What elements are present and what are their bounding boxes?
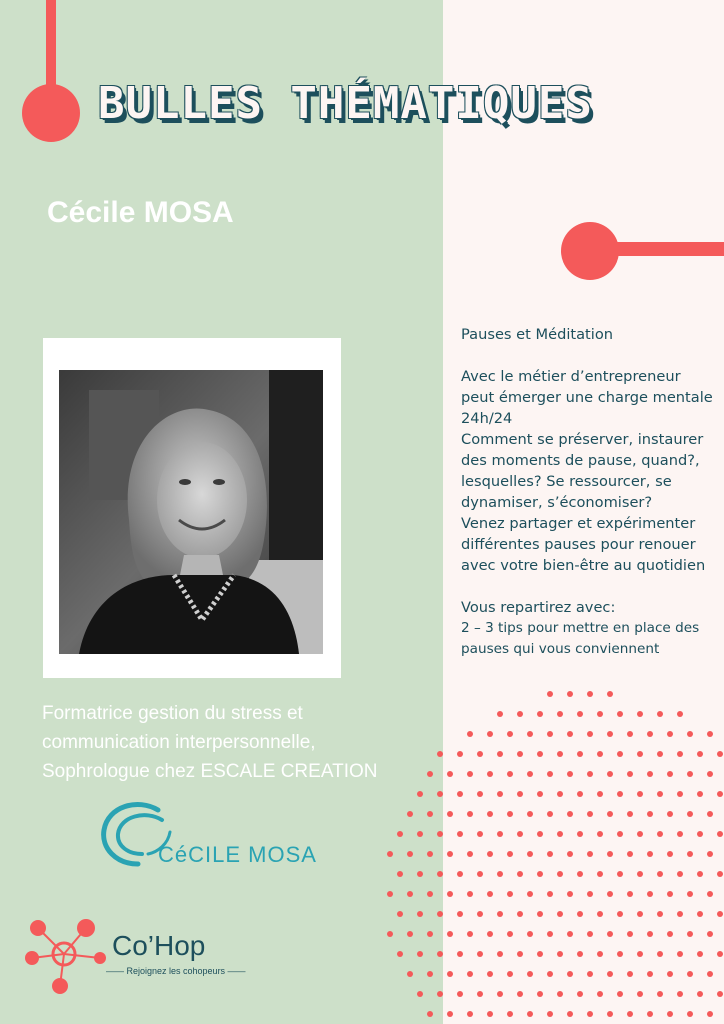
pattern-dot	[657, 911, 663, 917]
takeaway-line: 2 – 3 tips pour mettre en place des	[461, 620, 700, 636]
pattern-dot	[717, 951, 723, 957]
pattern-dot	[667, 811, 673, 817]
pattern-dot	[557, 871, 563, 877]
pattern-dot	[517, 991, 523, 997]
pattern-dot	[427, 971, 433, 977]
description-line: avec votre bien-être au quotidien	[461, 557, 706, 574]
pattern-dot	[607, 931, 613, 937]
pattern-dot	[647, 731, 653, 737]
pattern-dot	[527, 811, 533, 817]
pattern-dot	[457, 991, 463, 997]
pattern-dot	[537, 951, 543, 957]
pattern-dot	[447, 851, 453, 857]
speaker-photo	[59, 370, 323, 654]
pattern-dot	[547, 731, 553, 737]
pattern-dot	[597, 791, 603, 797]
pattern-dot	[607, 811, 613, 817]
pattern-dot	[627, 971, 633, 977]
pattern-dot	[437, 871, 443, 877]
pattern-dot	[657, 991, 663, 997]
description-line: 24h/24	[461, 410, 513, 427]
session-description	[461, 324, 721, 660]
pattern-dot	[657, 791, 663, 797]
pattern-dot	[627, 851, 633, 857]
pattern-dot	[567, 811, 573, 817]
pattern-dot	[697, 831, 703, 837]
pattern-dot	[417, 871, 423, 877]
pattern-dot	[677, 711, 683, 717]
pattern-dot	[587, 811, 593, 817]
pattern-dot	[467, 891, 473, 897]
pattern-dot	[697, 991, 703, 997]
pattern-dot	[497, 751, 503, 757]
pattern-dot	[467, 931, 473, 937]
pattern-dot	[507, 771, 513, 777]
pattern-dot	[537, 751, 543, 757]
pattern-dot	[587, 771, 593, 777]
page-title: BULLES THÉMATIQUES	[98, 78, 593, 129]
pattern-dot	[537, 991, 543, 997]
pattern-dot	[617, 951, 623, 957]
pattern-dot	[657, 751, 663, 757]
pattern-dot	[667, 891, 673, 897]
pattern-dot	[687, 971, 693, 977]
pattern-dot	[567, 771, 573, 777]
pattern-dot	[577, 751, 583, 757]
pattern-dot	[447, 891, 453, 897]
pattern-dot	[607, 971, 613, 977]
pattern-dot	[477, 991, 483, 997]
pattern-dot	[527, 931, 533, 937]
pattern-dot	[457, 951, 463, 957]
pattern-dot	[487, 851, 493, 857]
pattern-dot	[457, 751, 463, 757]
pattern-dot	[557, 831, 563, 837]
pattern-dot	[387, 851, 393, 857]
pattern-dot	[547, 811, 553, 817]
decorative-circle-top-left	[22, 84, 80, 142]
cohop-logo-name: Co’Hop	[112, 930, 206, 961]
portrait-image	[59, 370, 323, 654]
pattern-dot	[667, 851, 673, 857]
pattern-dot	[607, 731, 613, 737]
pattern-dot	[427, 771, 433, 777]
pattern-dot	[407, 891, 413, 897]
pattern-dot	[697, 751, 703, 757]
pattern-dot	[497, 871, 503, 877]
pattern-dot	[707, 731, 713, 737]
pattern-dot	[537, 831, 543, 837]
pattern-dot	[437, 991, 443, 997]
pattern-dot	[607, 891, 613, 897]
pattern-dot	[407, 931, 413, 937]
pattern-dot	[697, 951, 703, 957]
pattern-dot	[477, 871, 483, 877]
pattern-dot	[407, 851, 413, 857]
pattern-dot	[627, 1011, 633, 1017]
takeaway-line: pauses qui vous conviennent	[461, 641, 660, 657]
bio-line: communication interpersonnelle,	[42, 732, 316, 753]
pattern-dot	[547, 1011, 553, 1017]
pattern-dot	[597, 871, 603, 877]
pattern-dot	[537, 911, 543, 917]
pattern-dot	[717, 911, 723, 917]
pattern-dot	[527, 851, 533, 857]
pattern-dot	[517, 911, 523, 917]
pattern-dot	[537, 711, 543, 717]
pattern-dot	[407, 971, 413, 977]
pattern-dot	[687, 851, 693, 857]
pattern-dot	[527, 1011, 533, 1017]
pattern-dot	[467, 851, 473, 857]
pattern-dot	[547, 691, 553, 697]
pattern-dot	[497, 831, 503, 837]
pattern-dot	[567, 731, 573, 737]
pattern-dot	[667, 771, 673, 777]
pattern-dot	[477, 791, 483, 797]
pattern-dot	[427, 931, 433, 937]
pattern-dot	[587, 1011, 593, 1017]
pattern-dot	[707, 1011, 713, 1017]
pattern-dot	[667, 731, 673, 737]
pattern-dot	[577, 991, 583, 997]
pattern-dot	[567, 1011, 573, 1017]
pattern-dot	[507, 891, 513, 897]
pattern-dot	[657, 831, 663, 837]
pattern-dot	[557, 711, 563, 717]
pattern-dot	[567, 691, 573, 697]
speaker-name: Cécile MOSA	[47, 196, 234, 229]
pattern-dot	[637, 951, 643, 957]
pattern-dot	[627, 931, 633, 937]
pattern-dot	[597, 991, 603, 997]
pattern-dot	[637, 911, 643, 917]
pattern-dot	[607, 771, 613, 777]
pattern-dot	[617, 911, 623, 917]
speaker-logo	[98, 798, 317, 878]
pattern-dot	[687, 771, 693, 777]
pattern-dot	[427, 891, 433, 897]
pattern-dot	[487, 1011, 493, 1017]
pattern-dot	[487, 771, 493, 777]
pattern-dot	[677, 831, 683, 837]
pattern-dot	[577, 791, 583, 797]
pattern-dot	[617, 791, 623, 797]
pattern-dot	[477, 751, 483, 757]
pattern-dot	[557, 991, 563, 997]
speaker-photo-frame	[43, 338, 341, 678]
pattern-dot	[667, 931, 673, 937]
pattern-dot	[677, 871, 683, 877]
pattern-dot	[507, 971, 513, 977]
pattern-dot	[657, 871, 663, 877]
pattern-dot	[687, 891, 693, 897]
pattern-dot	[507, 851, 513, 857]
pattern-dot	[647, 811, 653, 817]
pattern-dot	[637, 871, 643, 877]
pattern-dot	[597, 711, 603, 717]
pattern-dot	[617, 871, 623, 877]
pattern-dot	[557, 791, 563, 797]
pattern-dot	[407, 811, 413, 817]
takeaway-heading: Vous repartirez avec:	[461, 599, 616, 616]
pattern-dot	[577, 911, 583, 917]
description-line: différentes pauses pour renouer	[461, 536, 696, 553]
speaker-logo-text: CéCILE MOSA	[158, 842, 317, 867]
pattern-dot	[487, 811, 493, 817]
pattern-dot	[527, 771, 533, 777]
pattern-dot	[577, 711, 583, 717]
pattern-dot	[417, 791, 423, 797]
pattern-dot	[637, 991, 643, 997]
pattern-dot	[467, 771, 473, 777]
pattern-dot	[687, 1011, 693, 1017]
pattern-dot	[677, 991, 683, 997]
pattern-dot	[697, 911, 703, 917]
pattern-dot	[597, 911, 603, 917]
decorative-dot-pattern	[386, 690, 724, 1024]
pattern-dot	[597, 951, 603, 957]
pattern-dot	[507, 1011, 513, 1017]
pattern-dot	[437, 791, 443, 797]
pattern-dot	[717, 751, 723, 757]
pattern-dot	[567, 891, 573, 897]
pattern-dot	[547, 931, 553, 937]
pattern-dot	[617, 991, 623, 997]
pattern-dot	[607, 691, 613, 697]
network-nodes-icon	[22, 914, 112, 994]
pattern-dot	[507, 731, 513, 737]
pattern-dot	[607, 1011, 613, 1017]
pattern-dot	[637, 831, 643, 837]
pattern-dot	[617, 751, 623, 757]
pattern-dot	[447, 1011, 453, 1017]
pattern-dot	[547, 971, 553, 977]
pattern-dot	[437, 951, 443, 957]
pattern-dot	[397, 871, 403, 877]
speaker-bio	[42, 699, 422, 786]
pattern-dot	[707, 971, 713, 977]
pattern-dot	[457, 831, 463, 837]
pattern-dot	[507, 811, 513, 817]
pattern-dot	[527, 891, 533, 897]
pattern-dot	[537, 871, 543, 877]
pattern-dot	[647, 931, 653, 937]
pattern-dot	[667, 1011, 673, 1017]
pattern-dot	[477, 911, 483, 917]
pattern-dot	[497, 911, 503, 917]
pattern-dot	[577, 951, 583, 957]
pattern-dot	[587, 731, 593, 737]
pattern-dot	[607, 851, 613, 857]
pattern-dot	[567, 971, 573, 977]
pattern-dot	[457, 871, 463, 877]
pattern-dot	[397, 911, 403, 917]
pattern-dot	[637, 711, 643, 717]
pattern-dot	[457, 791, 463, 797]
pattern-dot	[467, 971, 473, 977]
pattern-dot	[577, 871, 583, 877]
pattern-dot	[387, 891, 393, 897]
pattern-dot	[497, 991, 503, 997]
pattern-dot	[517, 951, 523, 957]
pattern-dot	[487, 971, 493, 977]
bio-line: Formatrice gestion du stress et	[42, 703, 303, 724]
pattern-dot	[707, 811, 713, 817]
pattern-dot	[567, 931, 573, 937]
pattern-dot	[467, 731, 473, 737]
pattern-dot	[437, 831, 443, 837]
cohop-logo-tagline: —— Rejoignez les cohopeurs ——	[106, 966, 246, 976]
decorative-horizontal-line	[600, 242, 724, 256]
pattern-dot	[677, 791, 683, 797]
description-line: Avec le métier d’entrepreneur	[461, 368, 681, 385]
pattern-dot	[577, 831, 583, 837]
pattern-dot	[687, 731, 693, 737]
pattern-dot	[597, 831, 603, 837]
description-line: lesquelles? Se ressourcer, se	[461, 473, 672, 490]
pattern-dot	[387, 931, 393, 937]
pattern-dot	[677, 751, 683, 757]
pattern-dot	[677, 951, 683, 957]
pattern-dot	[547, 891, 553, 897]
pattern-dot	[527, 971, 533, 977]
pattern-dot	[497, 711, 503, 717]
pattern-dot	[647, 971, 653, 977]
pattern-dot	[617, 711, 623, 717]
pattern-dot	[457, 911, 463, 917]
description-line: dynamiser, s’économiser?	[461, 494, 653, 511]
cohop-logo	[22, 914, 246, 994]
pattern-dot	[547, 771, 553, 777]
pattern-dot	[707, 891, 713, 897]
pattern-dot	[657, 951, 663, 957]
bio-line: Sophrologue chez ESCALE CREATION	[42, 761, 378, 782]
pattern-dot	[717, 791, 723, 797]
pattern-dot	[627, 811, 633, 817]
pattern-dot	[687, 811, 693, 817]
pattern-dot	[417, 911, 423, 917]
pattern-dot	[517, 751, 523, 757]
pattern-dot	[597, 751, 603, 757]
description-line: Venez partager et expérimenter	[461, 515, 696, 532]
pattern-dot	[517, 831, 523, 837]
pattern-dot	[567, 851, 573, 857]
pattern-dot	[497, 951, 503, 957]
pattern-dot	[707, 851, 713, 857]
pattern-dot	[397, 951, 403, 957]
pattern-dot	[587, 691, 593, 697]
pattern-dot	[717, 831, 723, 837]
pattern-dot	[417, 991, 423, 997]
pattern-dot	[627, 891, 633, 897]
pattern-dot	[487, 891, 493, 897]
pattern-dot	[547, 851, 553, 857]
pattern-dot	[647, 771, 653, 777]
pattern-dot	[417, 951, 423, 957]
pattern-dot	[477, 831, 483, 837]
pattern-dot	[707, 931, 713, 937]
pattern-dot	[537, 791, 543, 797]
pattern-dot	[427, 1011, 433, 1017]
pattern-dot	[467, 811, 473, 817]
pattern-dot	[617, 831, 623, 837]
description-line: Comment se préserver, instaurer	[461, 431, 704, 448]
pattern-dot	[687, 931, 693, 937]
pattern-dot	[427, 851, 433, 857]
pattern-dot	[447, 971, 453, 977]
pattern-dot	[587, 971, 593, 977]
description-line: des moments de pause, quand?,	[461, 452, 700, 469]
pattern-dot	[447, 771, 453, 777]
decorative-vertical-line	[46, 0, 56, 90]
pattern-dot	[397, 831, 403, 837]
session-topic: Pauses et Méditation	[461, 326, 614, 343]
pattern-dot	[427, 811, 433, 817]
pattern-dot	[717, 991, 723, 997]
pattern-dot	[487, 931, 493, 937]
pattern-dot	[497, 791, 503, 797]
pattern-dot	[647, 891, 653, 897]
pattern-dot	[657, 711, 663, 717]
pattern-dot	[517, 791, 523, 797]
pattern-dot	[717, 871, 723, 877]
pattern-dot	[627, 771, 633, 777]
pattern-dot	[637, 751, 643, 757]
pattern-dot	[667, 971, 673, 977]
pattern-dot	[557, 911, 563, 917]
pattern-dot	[647, 851, 653, 857]
pattern-dot	[587, 931, 593, 937]
pattern-dot	[557, 751, 563, 757]
pattern-dot	[417, 831, 423, 837]
pattern-dot	[477, 951, 483, 957]
pattern-dot	[507, 931, 513, 937]
pattern-dot	[637, 791, 643, 797]
pattern-dot	[677, 911, 683, 917]
description-line: peut émerger une charge mentale	[461, 389, 713, 406]
pattern-dot	[697, 791, 703, 797]
pattern-dot	[467, 1011, 473, 1017]
pattern-dot	[527, 731, 533, 737]
pattern-dot	[707, 771, 713, 777]
pattern-dot	[627, 731, 633, 737]
pattern-dot	[587, 891, 593, 897]
pattern-dot	[587, 851, 593, 857]
pattern-dot	[447, 931, 453, 937]
pattern-dot	[517, 871, 523, 877]
pattern-dot	[557, 951, 563, 957]
pattern-dot	[437, 911, 443, 917]
pattern-dot	[647, 1011, 653, 1017]
pattern-dot	[697, 871, 703, 877]
pattern-dot	[437, 751, 443, 757]
pattern-dot	[517, 711, 523, 717]
pattern-dot	[447, 811, 453, 817]
pattern-dot	[487, 731, 493, 737]
